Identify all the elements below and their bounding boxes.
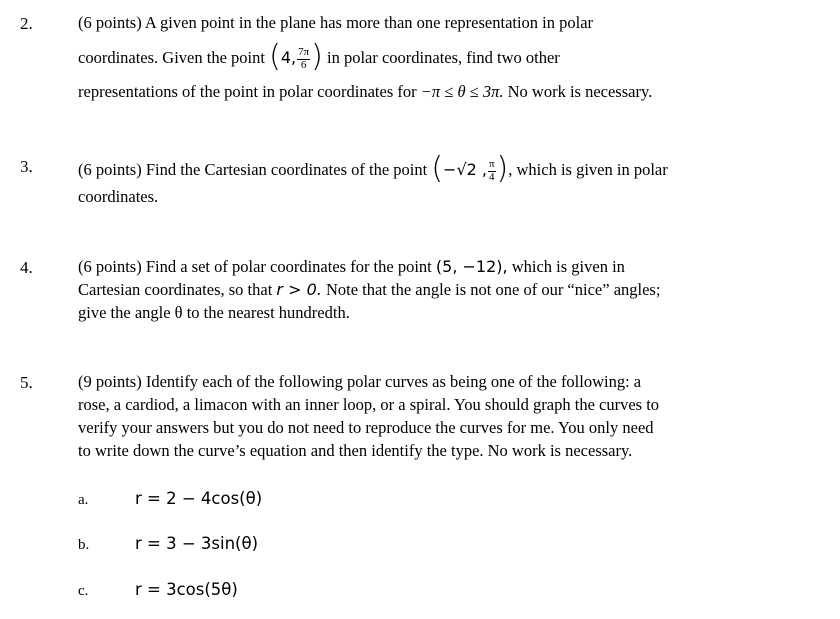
left-paren: ( bbox=[431, 151, 444, 186]
point-radius: 4, bbox=[280, 47, 297, 67]
question-3-number: 3. bbox=[20, 157, 33, 176]
radius-condition: r > 0. bbox=[276, 280, 322, 299]
question-3-line-2: coordinates. bbox=[78, 187, 159, 206]
part-b-equation: r = 3 − 3sin(θ) bbox=[135, 534, 259, 553]
question-2-line-2-end: in polar coordinates, find two other bbox=[322, 47, 560, 67]
question-3-line-1-end: , which is given in polar bbox=[508, 159, 668, 179]
question-4-line-2-end: Note that the angle is not one of our “nice” angles; bbox=[321, 280, 661, 299]
part-c-label: c. bbox=[78, 583, 89, 599]
left-paren: ( bbox=[269, 39, 281, 74]
fraction-denominator: 4 bbox=[489, 170, 495, 183]
question-2-number: 2. bbox=[20, 14, 33, 33]
fraction-numerator: 7π bbox=[298, 45, 310, 58]
question-5-line-2: rose, a cardiod, a limacon with an inner loop, or a spiral. You should graph the curves to bbox=[78, 395, 660, 414]
question-3-line-1 bbox=[78, 151, 668, 186]
question-4-line-2-start: Cartesian coordinates, so that bbox=[78, 280, 277, 299]
right-paren: ) bbox=[496, 151, 509, 186]
question-2-line-2-start: coordinates. Given the point bbox=[78, 47, 270, 67]
question-4-line-1-end: which is given in bbox=[507, 257, 625, 276]
question-5-line-3: verify your answers but you do not need to reproduce the curves for me. You only need bbox=[78, 418, 654, 437]
question-4-number: 4. bbox=[20, 258, 33, 277]
question-2-line-3 bbox=[78, 84, 652, 101]
question-2-line-3-text: representations of the point in polar coordinates for bbox=[78, 82, 421, 101]
part-a-equation: r = 2 − 4cos(θ) bbox=[135, 489, 263, 508]
angle-fraction bbox=[488, 159, 496, 183]
part-b-label: b. bbox=[78, 537, 90, 553]
question-4-line-3: give the angle θ to the nearest hundredth. bbox=[78, 303, 350, 322]
question-4-line-1-start: (6 points) Find a set of polar coordinates for the point bbox=[78, 257, 436, 276]
question-5-line-1: (9 points) Identify each of the following polar curves as being one of the following: a bbox=[78, 372, 642, 391]
cartesian-point: (5, −12), bbox=[435, 257, 508, 276]
question-5-line-4: to write down the curve’s equation and then identify the type. No work is necessary. bbox=[78, 441, 633, 460]
question-2-line-2 bbox=[78, 39, 560, 74]
fraction-numerator: π bbox=[488, 157, 495, 170]
part-a-label: a. bbox=[78, 492, 89, 508]
angle-fraction bbox=[297, 47, 310, 71]
part-c-equation: r = 3cos(5θ) bbox=[135, 580, 238, 599]
fraction-denominator: 6 bbox=[300, 58, 307, 71]
angle-inequality: −π ≤ θ ≤ 3π. bbox=[420, 82, 504, 101]
question-4-line-2 bbox=[78, 282, 660, 299]
question-5-number: 5. bbox=[20, 373, 33, 392]
question-2-line-3-tail: No work is necessary. bbox=[503, 82, 653, 101]
question-4-line-1 bbox=[78, 259, 625, 276]
question-3-line-1-start: (6 points) Find the Cartesian coordinates of the point bbox=[78, 159, 432, 179]
question-2-line-1: (6 points) A given point in the plane has more than one representation in polar bbox=[78, 13, 594, 32]
right-paren: ) bbox=[311, 39, 323, 74]
point-radius: −√2 , bbox=[443, 159, 487, 179]
